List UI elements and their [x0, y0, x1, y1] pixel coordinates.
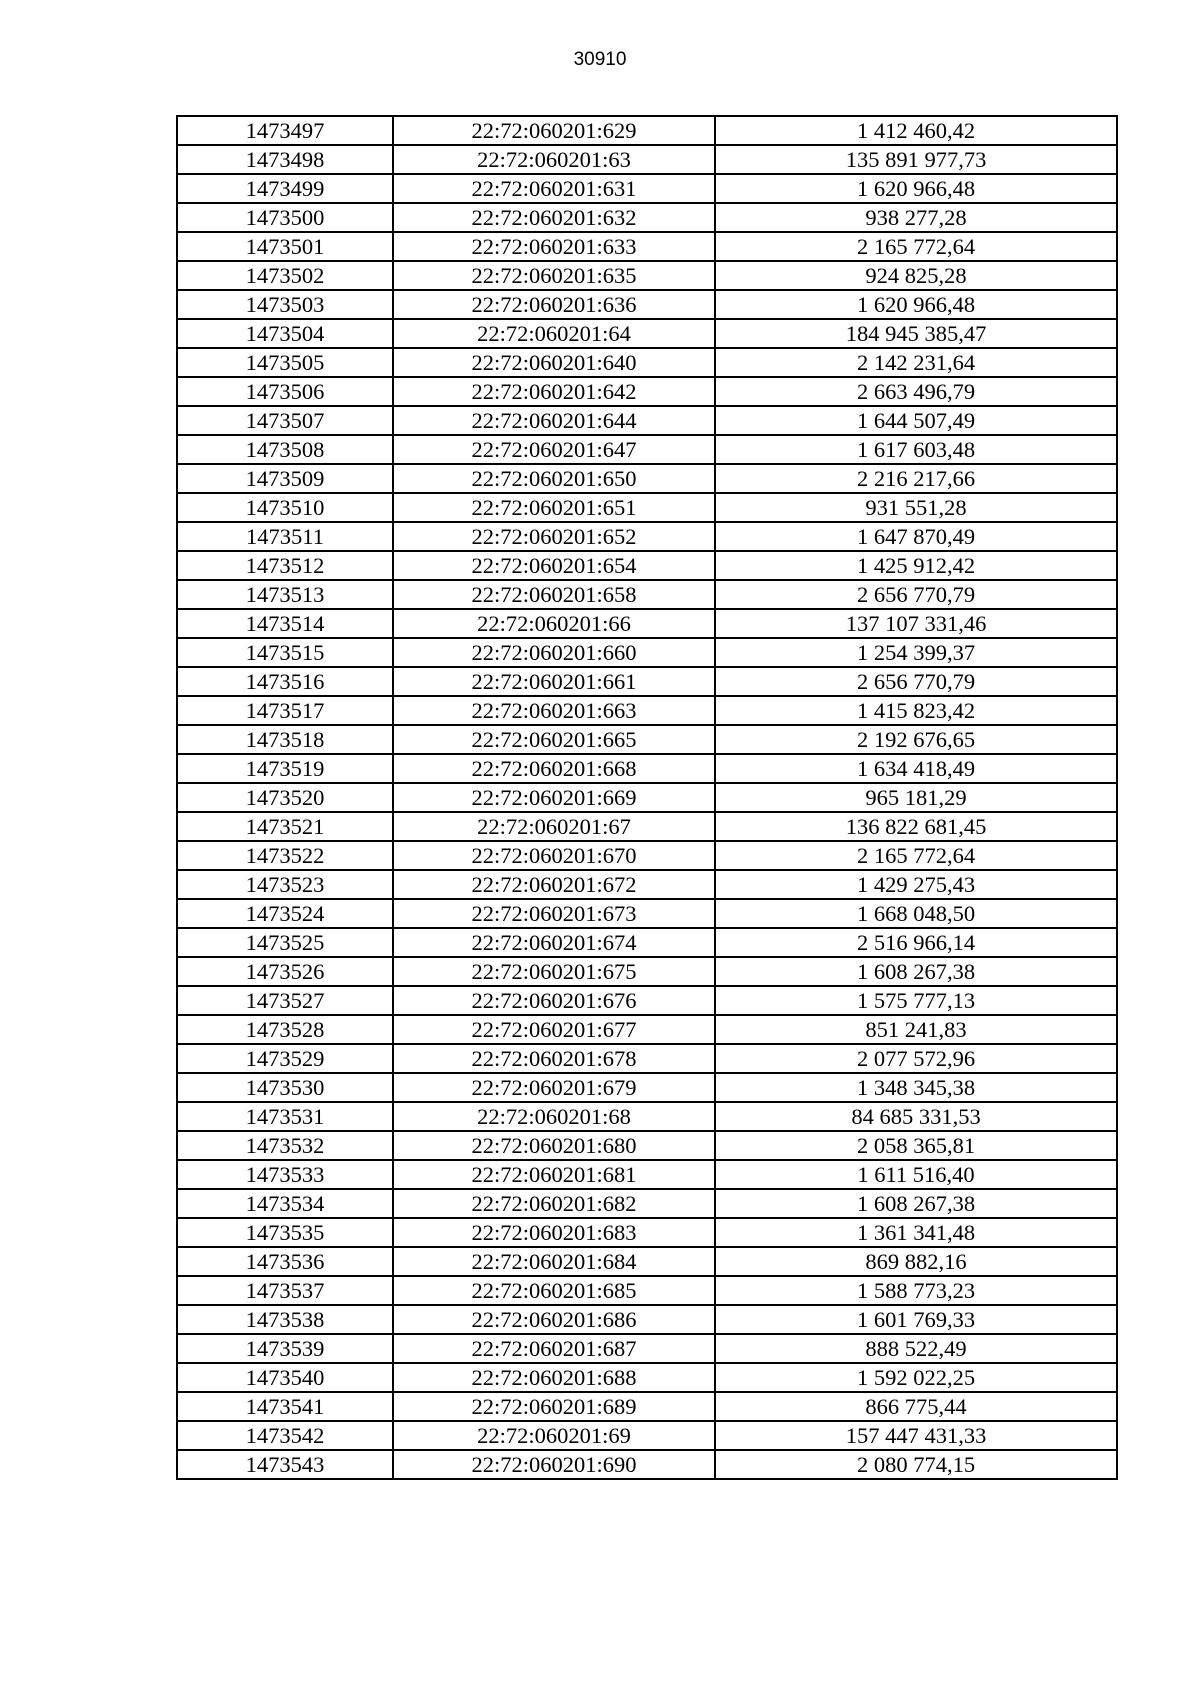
cadastral-number-cell: 22:72:060201:640	[393, 348, 715, 377]
cadastral-number-cell: 22:72:060201:650	[393, 464, 715, 493]
table-row	[177, 725, 1117, 754]
row-number-cell: 1473531	[177, 1102, 393, 1131]
row-number-cell: 1473527	[177, 986, 393, 1015]
row-number-cell: 1473516	[177, 667, 393, 696]
cadastral-value-cell: 2 077 572,96	[715, 1044, 1117, 1073]
table-row	[177, 203, 1117, 232]
cadastral-number-cell: 22:72:060201:686	[393, 1305, 715, 1334]
row-number-cell: 1473514	[177, 609, 393, 638]
cadastral-value-cell: 1 620 966,48	[715, 174, 1117, 203]
table-row	[177, 319, 1117, 348]
cadastral-value-cell: 1 415 823,42	[715, 696, 1117, 725]
cadastral-number-cell: 22:72:060201:678	[393, 1044, 715, 1073]
cadastral-number-cell: 22:72:060201:690	[393, 1450, 715, 1479]
cadastral-value-cell: 2 516 966,14	[715, 928, 1117, 957]
cadastral-value-cell: 2 080 774,15	[715, 1450, 1117, 1479]
table-body	[177, 116, 1117, 1479]
table-row	[177, 232, 1117, 261]
table-row	[177, 783, 1117, 812]
row-number-cell: 1473518	[177, 725, 393, 754]
row-number-cell: 1473511	[177, 522, 393, 551]
cadastral-number-cell: 22:72:060201:635	[393, 261, 715, 290]
table-row	[177, 435, 1117, 464]
row-number-cell: 1473540	[177, 1363, 393, 1392]
cadastral-number-cell: 22:72:060201:68	[393, 1102, 715, 1131]
table-row	[177, 116, 1117, 145]
cadastral-number-cell: 22:72:060201:652	[393, 522, 715, 551]
row-number-cell: 1473510	[177, 493, 393, 522]
row-number-cell: 1473515	[177, 638, 393, 667]
table-row	[177, 1421, 1117, 1450]
cadastral-value-cell: 1 608 267,38	[715, 957, 1117, 986]
cadastral-value-cell: 1 412 460,42	[715, 116, 1117, 145]
cadastral-number-cell: 22:72:060201:669	[393, 783, 715, 812]
row-number-cell: 1473529	[177, 1044, 393, 1073]
cadastral-number-cell: 22:72:060201:63	[393, 145, 715, 174]
table-row	[177, 1334, 1117, 1363]
row-number-cell: 1473526	[177, 957, 393, 986]
table-row	[177, 899, 1117, 928]
cadastral-value-cell: 1 608 267,38	[715, 1189, 1117, 1218]
cadastral-value-cell: 851 241,83	[715, 1015, 1117, 1044]
cadastral-number-cell: 22:72:060201:674	[393, 928, 715, 957]
cadastral-value-cell: 1 611 516,40	[715, 1160, 1117, 1189]
table-row	[177, 551, 1117, 580]
cadastral-number-cell: 22:72:060201:685	[393, 1276, 715, 1305]
cadastral-value-cell: 1 634 418,49	[715, 754, 1117, 783]
row-number-cell: 1473508	[177, 435, 393, 464]
cadastral-value-cell: 2 656 770,79	[715, 580, 1117, 609]
row-number-cell: 1473502	[177, 261, 393, 290]
cadastral-value-cell: 965 181,29	[715, 783, 1117, 812]
cadastral-value-cell: 1 254 399,37	[715, 638, 1117, 667]
cadastral-value-cell: 1 617 603,48	[715, 435, 1117, 464]
cadastral-number-cell: 22:72:060201:660	[393, 638, 715, 667]
row-number-cell: 1473519	[177, 754, 393, 783]
cadastral-number-cell: 22:72:060201:631	[393, 174, 715, 203]
cadastral-value-cell: 1 425 912,42	[715, 551, 1117, 580]
table-row	[177, 1131, 1117, 1160]
table-row	[177, 667, 1117, 696]
row-number-cell: 1473524	[177, 899, 393, 928]
table-row	[177, 928, 1117, 957]
row-number-cell: 1473532	[177, 1131, 393, 1160]
row-number-cell: 1473505	[177, 348, 393, 377]
cadastral-number-cell: 22:72:060201:676	[393, 986, 715, 1015]
cadastral-value-table	[176, 115, 1118, 1480]
cadastral-number-cell: 22:72:060201:64	[393, 319, 715, 348]
table-row	[177, 841, 1117, 870]
table-row	[177, 1305, 1117, 1334]
cadastral-value-cell: 1 588 773,23	[715, 1276, 1117, 1305]
cadastral-value-cell: 888 522,49	[715, 1334, 1117, 1363]
cadastral-value-cell: 1 592 022,25	[715, 1363, 1117, 1392]
table-row	[177, 986, 1117, 1015]
row-number-cell: 1473537	[177, 1276, 393, 1305]
row-number-cell: 1473539	[177, 1334, 393, 1363]
cadastral-number-cell: 22:72:060201:679	[393, 1073, 715, 1102]
cadastral-number-cell: 22:72:060201:682	[393, 1189, 715, 1218]
table-row	[177, 609, 1117, 638]
cadastral-number-cell: 22:72:060201:675	[393, 957, 715, 986]
cadastral-value-cell: 2 656 770,79	[715, 667, 1117, 696]
table-row	[177, 1450, 1117, 1479]
row-number-cell: 1473535	[177, 1218, 393, 1247]
cadastral-number-cell: 22:72:060201:647	[393, 435, 715, 464]
table-row	[177, 1102, 1117, 1131]
table-row	[177, 1247, 1117, 1276]
table-row	[177, 174, 1117, 203]
cadastral-value-cell: 866 775,44	[715, 1392, 1117, 1421]
table-row	[177, 348, 1117, 377]
row-number-cell: 1473512	[177, 551, 393, 580]
row-number-cell: 1473538	[177, 1305, 393, 1334]
table-row	[177, 638, 1117, 667]
cadastral-value-cell: 2 165 772,64	[715, 232, 1117, 261]
cadastral-value-cell: 1 620 966,48	[715, 290, 1117, 319]
cadastral-value-cell: 136 822 681,45	[715, 812, 1117, 841]
row-number-cell: 1473517	[177, 696, 393, 725]
cadastral-number-cell: 22:72:060201:658	[393, 580, 715, 609]
cadastral-value-cell: 157 447 431,33	[715, 1421, 1117, 1450]
cadastral-value-cell: 2 192 676,65	[715, 725, 1117, 754]
table-row	[177, 464, 1117, 493]
table-row	[177, 522, 1117, 551]
table-row	[177, 1044, 1117, 1073]
row-number-cell: 1473520	[177, 783, 393, 812]
cadastral-value-cell: 1 668 048,50	[715, 899, 1117, 928]
table-row	[177, 261, 1117, 290]
row-number-cell: 1473506	[177, 377, 393, 406]
cadastral-number-cell: 22:72:060201:636	[393, 290, 715, 319]
table-row	[177, 290, 1117, 319]
page-number: 30910	[573, 49, 627, 70]
cadastral-number-cell: 22:72:060201:683	[393, 1218, 715, 1247]
cadastral-number-cell: 22:72:060201:69	[393, 1421, 715, 1450]
row-number-cell: 1473504	[177, 319, 393, 348]
cadastral-number-cell: 22:72:060201:681	[393, 1160, 715, 1189]
cadastral-number-cell: 22:72:060201:66	[393, 609, 715, 638]
row-number-cell: 1473513	[177, 580, 393, 609]
cadastral-value-cell: 1 361 341,48	[715, 1218, 1117, 1247]
cadastral-number-cell: 22:72:060201:680	[393, 1131, 715, 1160]
cadastral-value-cell: 135 891 977,73	[715, 145, 1117, 174]
table-row	[177, 1392, 1117, 1421]
cadastral-value-cell: 184 945 385,47	[715, 319, 1117, 348]
cadastral-value-cell: 938 277,28	[715, 203, 1117, 232]
cadastral-number-cell: 22:72:060201:684	[393, 1247, 715, 1276]
table-row	[177, 580, 1117, 609]
table-row	[177, 1276, 1117, 1305]
cadastral-number-cell: 22:72:060201:677	[393, 1015, 715, 1044]
cadastral-number-cell: 22:72:060201:633	[393, 232, 715, 261]
cadastral-number-cell: 22:72:060201:67	[393, 812, 715, 841]
cadastral-number-cell: 22:72:060201:644	[393, 406, 715, 435]
table-row	[177, 957, 1117, 986]
cadastral-number-cell: 22:72:060201:670	[393, 841, 715, 870]
cadastral-value-cell: 2 142 231,64	[715, 348, 1117, 377]
table-row	[177, 406, 1117, 435]
cadastral-value-cell: 1 644 507,49	[715, 406, 1117, 435]
cadastral-value-cell: 1 575 777,13	[715, 986, 1117, 1015]
row-number-cell: 1473523	[177, 870, 393, 899]
table-row	[177, 1218, 1117, 1247]
cadastral-value-cell: 1 601 769,33	[715, 1305, 1117, 1334]
table-row	[177, 493, 1117, 522]
table-row	[177, 1073, 1117, 1102]
row-number-cell: 1473497	[177, 116, 393, 145]
row-number-cell: 1473501	[177, 232, 393, 261]
cadastral-number-cell: 22:72:060201:629	[393, 116, 715, 145]
cadastral-number-cell: 22:72:060201:632	[393, 203, 715, 232]
row-number-cell: 1473509	[177, 464, 393, 493]
cadastral-value-cell: 869 882,16	[715, 1247, 1117, 1276]
table-row	[177, 1015, 1117, 1044]
row-number-cell: 1473500	[177, 203, 393, 232]
row-number-cell: 1473533	[177, 1160, 393, 1189]
table-row	[177, 870, 1117, 899]
row-number-cell: 1473522	[177, 841, 393, 870]
row-number-cell: 1473543	[177, 1450, 393, 1479]
row-number-cell: 1473536	[177, 1247, 393, 1276]
cadastral-value-cell: 137 107 331,46	[715, 609, 1117, 638]
table-row	[177, 145, 1117, 174]
cadastral-number-cell: 22:72:060201:672	[393, 870, 715, 899]
cadastral-number-cell: 22:72:060201:665	[393, 725, 715, 754]
row-number-cell: 1473499	[177, 174, 393, 203]
cadastral-number-cell: 22:72:060201:663	[393, 696, 715, 725]
cadastral-number-cell: 22:72:060201:651	[393, 493, 715, 522]
row-number-cell: 1473521	[177, 812, 393, 841]
cadastral-value-cell: 2 216 217,66	[715, 464, 1117, 493]
cadastral-number-cell: 22:72:060201:687	[393, 1334, 715, 1363]
cadastral-number-cell: 22:72:060201:688	[393, 1363, 715, 1392]
table-row	[177, 696, 1117, 725]
row-number-cell: 1473530	[177, 1073, 393, 1102]
cadastral-value-cell: 2 058 365,81	[715, 1131, 1117, 1160]
cadastral-number-cell: 22:72:060201:689	[393, 1392, 715, 1421]
cadastral-value-cell: 931 551,28	[715, 493, 1117, 522]
row-number-cell: 1473507	[177, 406, 393, 435]
table-row	[177, 812, 1117, 841]
table-row	[177, 1363, 1117, 1392]
row-number-cell: 1473534	[177, 1189, 393, 1218]
cadastral-number-cell: 22:72:060201:642	[393, 377, 715, 406]
cadastral-number-cell: 22:72:060201:673	[393, 899, 715, 928]
cadastral-value-cell: 1 348 345,38	[715, 1073, 1117, 1102]
row-number-cell: 1473528	[177, 1015, 393, 1044]
cadastral-value-cell: 2 663 496,79	[715, 377, 1117, 406]
cadastral-value-cell: 2 165 772,64	[715, 841, 1117, 870]
cadastral-value-cell: 1 647 870,49	[715, 522, 1117, 551]
cadastral-number-cell: 22:72:060201:654	[393, 551, 715, 580]
table-row	[177, 1189, 1117, 1218]
cadastral-value-cell: 1 429 275,43	[715, 870, 1117, 899]
row-number-cell: 1473498	[177, 145, 393, 174]
table-row	[177, 754, 1117, 783]
cadastral-value-cell: 924 825,28	[715, 261, 1117, 290]
cadastral-value-cell: 84 685 331,53	[715, 1102, 1117, 1131]
row-number-cell: 1473503	[177, 290, 393, 319]
cadastral-number-cell: 22:72:060201:668	[393, 754, 715, 783]
row-number-cell: 1473541	[177, 1392, 393, 1421]
table-row	[177, 377, 1117, 406]
row-number-cell: 1473525	[177, 928, 393, 957]
cadastral-number-cell: 22:72:060201:661	[393, 667, 715, 696]
row-number-cell: 1473542	[177, 1421, 393, 1450]
table-row	[177, 1160, 1117, 1189]
